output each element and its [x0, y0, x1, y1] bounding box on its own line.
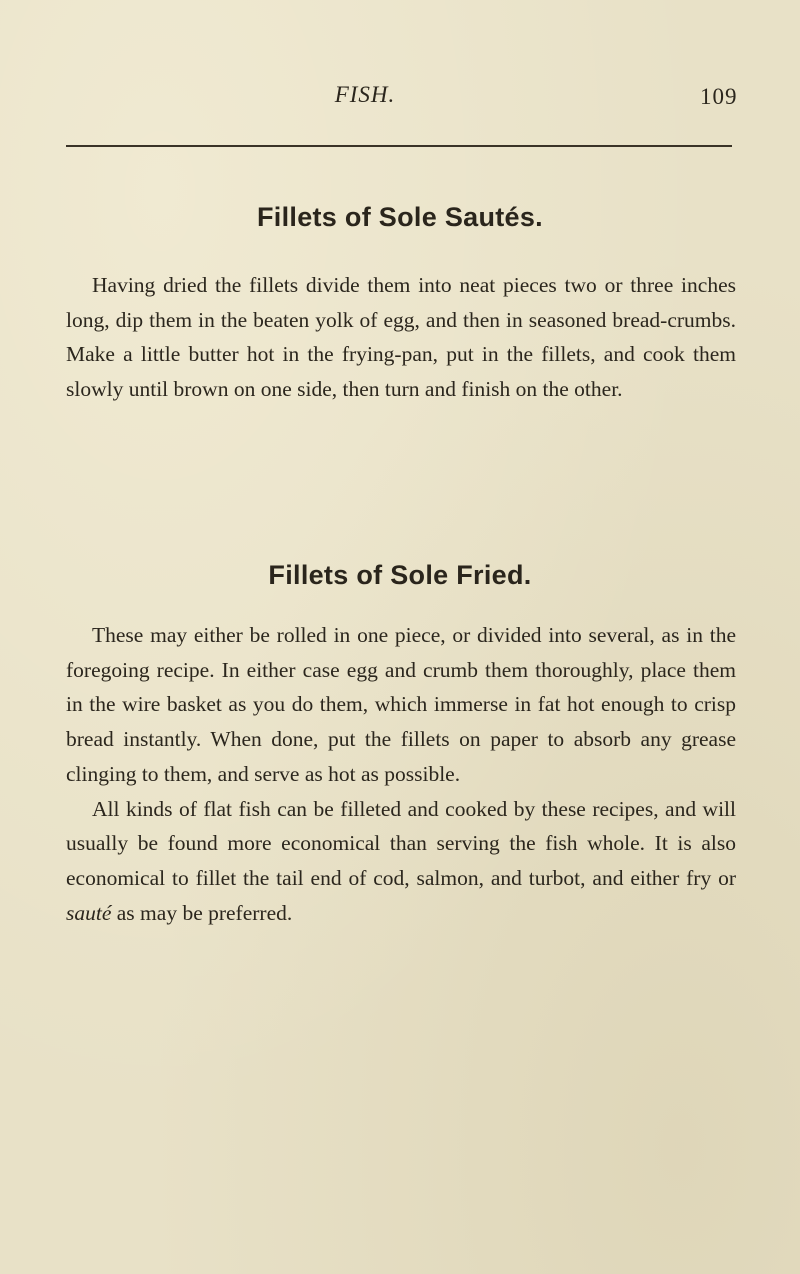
- closing-text-before: All kinds of flat fish can be filleted and cooked by these recipes, and will usually be found more economical than serving the fish whole. It is also economical to fillet the tail end of cod, salmon, and turbot, and either fry or: [66, 796, 736, 890]
- page-number: 109: [700, 84, 738, 109]
- header-rule: [66, 145, 732, 147]
- closing-italic-term: sauté: [66, 900, 112, 925]
- running-head: [0, 82, 800, 122]
- section-body-sautes: [66, 268, 736, 407]
- closing-text-after: as may be preferred.: [111, 900, 293, 925]
- paragraph: These may either be rolled in one piece, or divided into several, as in the foregoing recipe. In either case egg and crumb them thoroughly, place them in the wire basket as you do them, which immerse in fat hot enough to crisp bread instantly. When done, put the fillets on paper to absorb any grease clinging to them, and serve as hot as possible.: [66, 623, 736, 786]
- section-title-sautes: Fillets of Sole Sautés.: [257, 202, 543, 232]
- section-body-fried: [66, 618, 736, 930]
- paragraph: Having dried the fillets divide them into neat pieces two or three inches long, dip them in the beaten yolk of egg, and then in seasoned bread-crumbs. Make a little butter hot in the frying-pan, put in the fillets, and cook them slowly until brown on one side, then turn and finish on the other.: [66, 273, 736, 402]
- closing-paragraph: [66, 792, 736, 931]
- section-title-fried: Fillets of Sole Fried.: [268, 560, 532, 590]
- running-title: FISH.: [334, 82, 396, 107]
